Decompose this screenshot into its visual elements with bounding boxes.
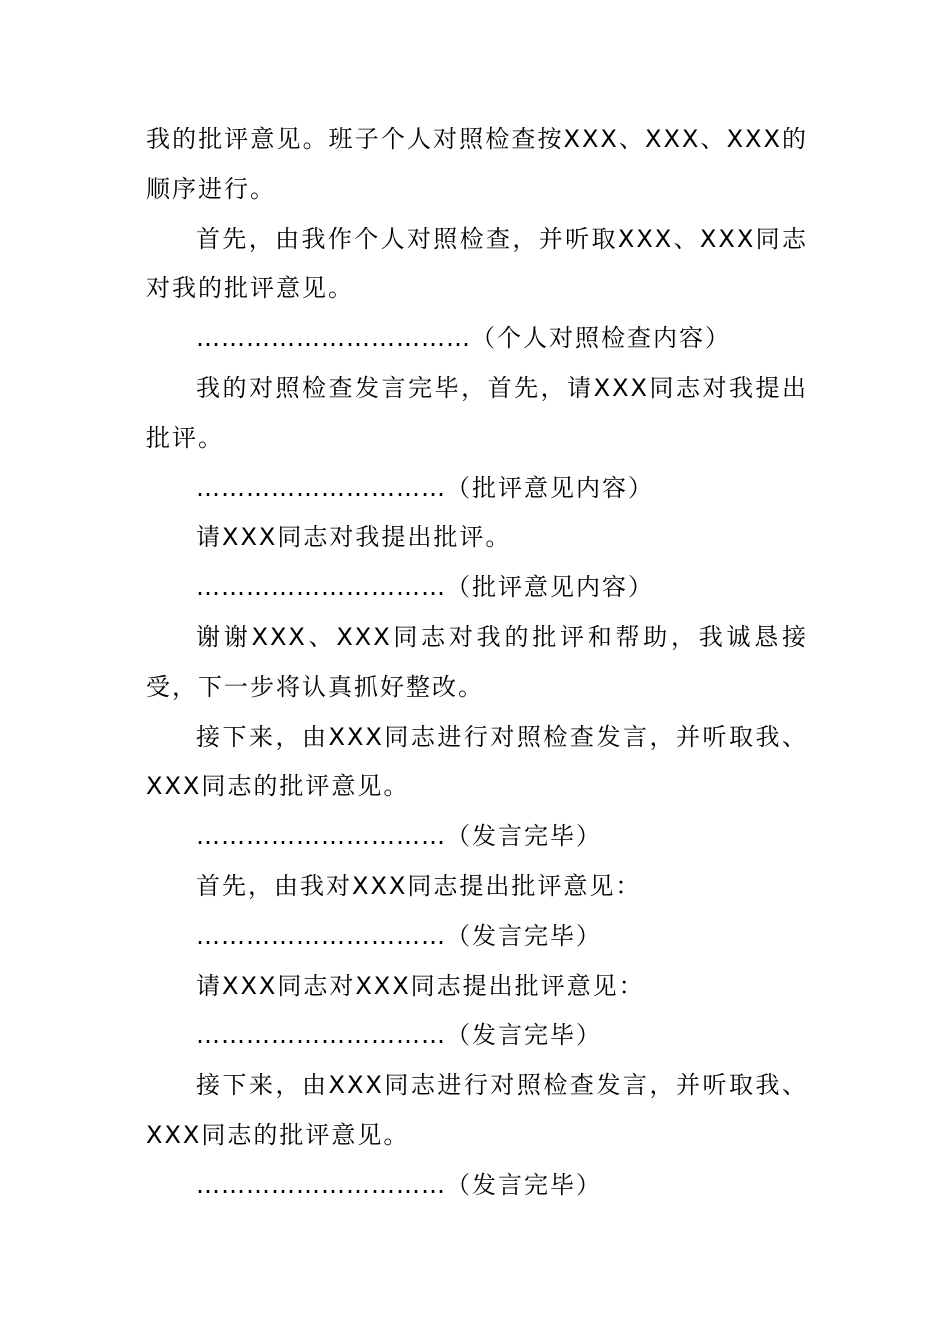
placeholder-note: （批评意见内容） (446, 573, 654, 602)
placeholder-note: （发言完毕） (446, 921, 602, 950)
dot-leader: ………………………… (196, 1021, 446, 1050)
paragraph: 接下来，由XXX同志进行对照检查发言，并听取我、XXX同志的批评意见。 (146, 1071, 808, 1149)
document-body (146, 115, 808, 1211)
placeholder-note: （个人对照检查内容） (471, 324, 731, 353)
dot-leader: ………………………… (196, 573, 446, 602)
dot-leader: ………………………… (196, 473, 446, 502)
paragraph: 首先，由我作个人对照检查，并听取XXX、XXX同志对我的批评意见。 (146, 224, 808, 303)
placeholder-line (146, 1161, 808, 1211)
placeholder-line (146, 1011, 808, 1061)
placeholder-note: （发言完毕） (446, 1170, 602, 1199)
dot-leader: ………………………… (196, 1170, 446, 1199)
paragraph: 请XXX同志对XXX同志提出批评意见： (196, 971, 645, 1000)
paragraph: 接下来，由XXX同志进行对照检查发言，并听取我、XXX同志的批评意见。 (146, 722, 808, 801)
dot-leader: ………………………… (196, 822, 446, 851)
placeholder-line (146, 464, 808, 514)
paragraph: 请XXX同志对我提出批评。 (196, 523, 512, 552)
paragraph: 我的对照检查发言完毕，首先，请XXX同志对我提出批评。 (146, 373, 808, 452)
dot-leader: …………………………… (196, 324, 471, 353)
placeholder-line (146, 912, 808, 962)
placeholder-line (146, 812, 808, 862)
paragraph: 首先，由我对XXX同志提出批评意见： (196, 871, 642, 900)
placeholder-note: （发言完毕） (446, 822, 602, 851)
placeholder-note: （批评意见内容） (446, 473, 654, 502)
paragraph: 我的批评意见。班子个人对照检查按XXX、XXX、XXX的顺序进行。 (146, 125, 808, 203)
placeholder-note: （发言完毕） (446, 1021, 602, 1050)
paragraph: 谢谢XXX、XXX同志对我的批评和帮助，我诚恳接受，下一步将认真抓好整改。 (146, 622, 808, 701)
dot-leader: ………………………… (196, 921, 446, 950)
placeholder-line (146, 314, 808, 364)
placeholder-line (146, 563, 808, 613)
